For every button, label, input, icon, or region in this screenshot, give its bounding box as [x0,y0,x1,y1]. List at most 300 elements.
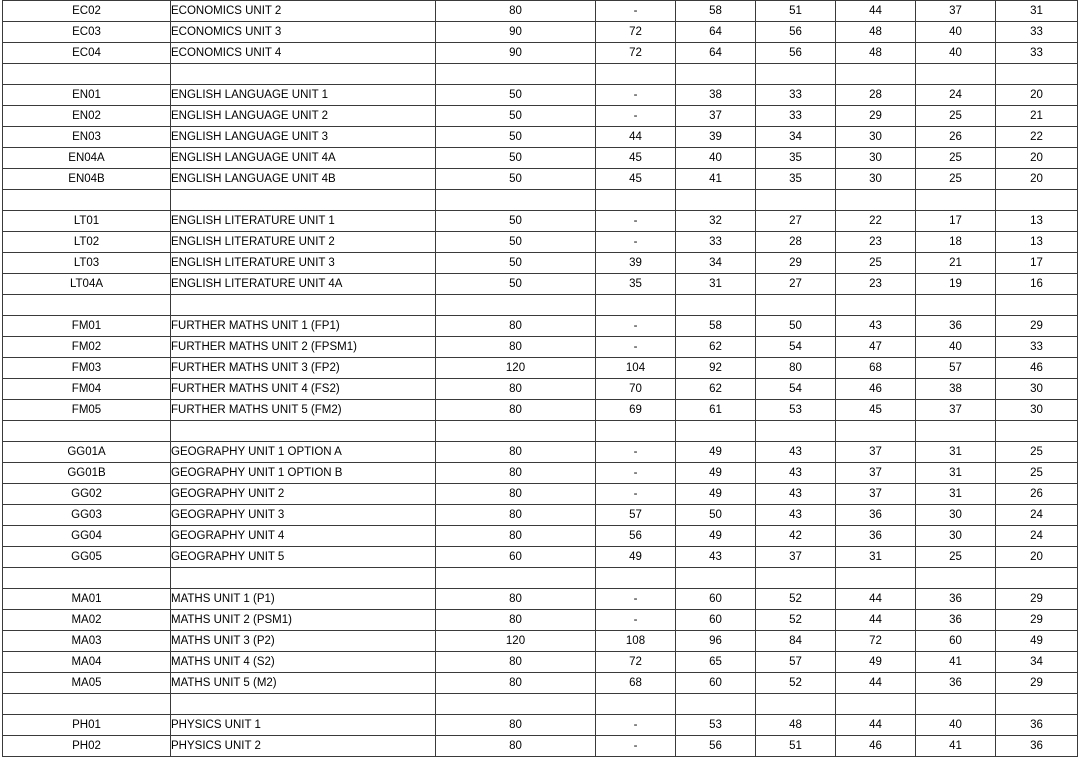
grade-boundary-cell-2: 34 [676,253,756,274]
grade-boundary-cell-5: 21 [916,253,996,274]
spacer-cell [836,421,916,442]
grade-boundary-cell-3: 84 [756,631,836,652]
unit-title-cell: ENGLISH LITERATURE UNIT 2 [171,232,436,253]
unit-code-cell: FM04 [3,379,171,400]
grade-boundary-cell-2: 32 [676,211,756,232]
unit-title-cell: MATHS UNIT 5 (M2) [171,673,436,694]
spacer-cell [171,295,436,316]
grade-boundary-cell-5: 18 [916,232,996,253]
table-row [3,211,1078,232]
grade-boundary-cell-1: 104 [596,358,676,379]
grade-boundary-cell-5: 17 [916,211,996,232]
spacer-cell [996,421,1078,442]
grade-boundary-cell-4: 23 [836,274,916,295]
grade-boundary-cell-1: - [596,610,676,631]
grade-boundary-cell-2: 41 [676,169,756,190]
grade-boundary-cell-2: 49 [676,484,756,505]
max-mark-cell: 80 [436,736,596,757]
grade-boundary-cell-6: 34 [996,652,1078,673]
grade-boundary-cell-4: 36 [836,505,916,526]
grade-boundary-cell-6: 36 [996,715,1078,736]
spacer-cell [836,64,916,85]
grade-boundary-cell-6: 36 [996,736,1078,757]
table-spacer-row [3,295,1078,316]
grade-boundary-cell-2: 56 [676,736,756,757]
grade-boundary-cell-5: 26 [916,127,996,148]
unit-title-cell: FURTHER MATHS UNIT 3 (FP2) [171,358,436,379]
unit-code-cell: LT03 [3,253,171,274]
unit-title-cell: PHYSICS UNIT 1 [171,715,436,736]
unit-code-cell: EC03 [3,22,171,43]
table-row [3,484,1078,505]
spacer-cell [676,64,756,85]
spacer-cell [3,295,171,316]
unit-code-cell: FM01 [3,316,171,337]
spacer-cell [916,64,996,85]
table-row [3,526,1078,547]
grade-boundary-cell-5: 37 [916,400,996,421]
unit-title-cell: PHYSICS UNIT 2 [171,736,436,757]
spacer-cell [436,64,596,85]
unit-title-cell: ENGLISH LANGUAGE UNIT 4B [171,169,436,190]
table-row [3,610,1078,631]
spacer-cell [3,568,171,589]
grade-boundary-cell-2: 33 [676,232,756,253]
grade-boundary-cell-5: 31 [916,484,996,505]
spacer-cell [676,421,756,442]
table-row [3,673,1078,694]
table-spacer-row [3,64,1078,85]
grade-boundary-cell-5: 25 [916,148,996,169]
unit-title-cell: ECONOMICS UNIT 2 [171,1,436,22]
grade-boundary-cell-6: 26 [996,484,1078,505]
grade-boundary-cell-5: 57 [916,358,996,379]
grade-boundary-cell-3: 27 [756,211,836,232]
max-mark-cell: 50 [436,211,596,232]
grade-boundary-cell-4: 44 [836,1,916,22]
grade-boundary-cell-6: 33 [996,43,1078,64]
grade-boundary-cell-5: 36 [916,673,996,694]
spacer-cell [436,190,596,211]
table-row [3,148,1078,169]
grade-boundary-cell-5: 40 [916,337,996,358]
grade-boundary-cell-3: 50 [756,316,836,337]
grade-boundary-cell-4: 22 [836,211,916,232]
spacer-cell [171,694,436,715]
grade-boundary-cell-4: 44 [836,673,916,694]
spacer-cell [436,568,596,589]
unit-code-cell: FM05 [3,400,171,421]
table-row [3,337,1078,358]
unit-title-cell: FURTHER MATHS UNIT 4 (FS2) [171,379,436,400]
grade-boundary-cell-2: 39 [676,127,756,148]
grade-boundary-cell-4: 46 [836,736,916,757]
grade-boundary-cell-6: 24 [996,505,1078,526]
grade-boundary-cell-3: 33 [756,106,836,127]
grade-boundary-cell-4: 28 [836,85,916,106]
max-mark-cell: 120 [436,631,596,652]
grade-boundary-cell-6: 25 [996,442,1078,463]
grade-boundary-cell-2: 60 [676,673,756,694]
spacer-cell [756,64,836,85]
grade-boundary-cell-6: 13 [996,211,1078,232]
spacer-cell [836,295,916,316]
table-row [3,736,1078,757]
max-mark-cell: 80 [436,610,596,631]
grade-boundary-cell-4: 48 [836,22,916,43]
table-row [3,358,1078,379]
spacer-cell [596,295,676,316]
max-mark-cell: 120 [436,358,596,379]
grade-boundary-cell-6: 20 [996,148,1078,169]
grade-boundary-cell-2: 60 [676,589,756,610]
grade-boundary-cell-3: 42 [756,526,836,547]
grade-boundary-cell-1: 39 [596,253,676,274]
unit-title-cell: ECONOMICS UNIT 4 [171,43,436,64]
spacer-cell [996,190,1078,211]
grade-boundary-cell-1: 68 [596,673,676,694]
grade-boundary-cell-1: 57 [596,505,676,526]
unit-code-cell: EC02 [3,1,171,22]
grade-boundary-cell-2: 62 [676,337,756,358]
grade-boundary-cell-6: 30 [996,379,1078,400]
unit-code-cell: EN03 [3,127,171,148]
spacer-cell [996,568,1078,589]
grade-boundary-cell-5: 25 [916,106,996,127]
max-mark-cell: 80 [436,400,596,421]
grade-boundary-cell-1: - [596,589,676,610]
grade-boundary-cell-4: 44 [836,610,916,631]
unit-code-cell: EN04A [3,148,171,169]
spacer-cell [3,190,171,211]
spacer-cell [171,64,436,85]
spacer-cell [836,694,916,715]
max-mark-cell: 80 [436,379,596,400]
unit-title-cell: MATHS UNIT 1 (P1) [171,589,436,610]
grade-boundary-cell-6: 29 [996,589,1078,610]
max-mark-cell: 80 [436,1,596,22]
grade-boundary-cell-3: 56 [756,22,836,43]
unit-title-cell: ENGLISH LANGUAGE UNIT 3 [171,127,436,148]
unit-title-cell: GEOGRAPHY UNIT 1 OPTION B [171,463,436,484]
grade-boundary-cell-1: - [596,715,676,736]
spacer-cell [3,64,171,85]
table-row [3,43,1078,64]
grade-boundary-cell-1: 70 [596,379,676,400]
table-row [3,106,1078,127]
spacer-cell [836,190,916,211]
grade-boundary-cell-2: 49 [676,463,756,484]
spacer-cell [596,190,676,211]
grade-boundary-cell-4: 37 [836,442,916,463]
max-mark-cell: 50 [436,148,596,169]
grade-boundary-cell-2: 40 [676,148,756,169]
max-mark-cell: 50 [436,169,596,190]
max-mark-cell: 60 [436,547,596,568]
table-row [3,442,1078,463]
spacer-cell [756,421,836,442]
grade-boundary-cell-6: 29 [996,673,1078,694]
max-mark-cell: 80 [436,715,596,736]
max-mark-cell: 50 [436,106,596,127]
unit-title-cell: GEOGRAPHY UNIT 5 [171,547,436,568]
max-mark-cell: 80 [436,316,596,337]
grade-boundary-cell-1: 49 [596,547,676,568]
unit-title-cell: MATHS UNIT 2 (PSM1) [171,610,436,631]
unit-title-cell: ENGLISH LITERATURE UNIT 1 [171,211,436,232]
grade-boundary-cell-3: 35 [756,148,836,169]
grade-boundary-cell-6: 49 [996,631,1078,652]
grade-boundary-cell-6: 30 [996,400,1078,421]
spacer-cell [916,421,996,442]
grade-boundary-cell-4: 31 [836,547,916,568]
grade-boundary-cell-6: 29 [996,316,1078,337]
max-mark-cell: 90 [436,43,596,64]
grade-boundary-cell-3: 35 [756,169,836,190]
table-row [3,505,1078,526]
table-row [3,379,1078,400]
grade-boundary-cell-3: 52 [756,673,836,694]
table-row [3,589,1078,610]
grade-boundary-cell-3: 52 [756,610,836,631]
grade-boundary-cell-5: 36 [916,316,996,337]
grade-boundary-cell-6: 33 [996,337,1078,358]
max-mark-cell: 50 [436,253,596,274]
grade-boundary-cell-5: 40 [916,22,996,43]
grade-boundary-cell-6: 20 [996,169,1078,190]
max-mark-cell: 80 [436,463,596,484]
unit-code-cell: MA02 [3,610,171,631]
grade-boundary-cell-5: 19 [916,274,996,295]
unit-title-cell: ENGLISH LANGUAGE UNIT 2 [171,106,436,127]
unit-title-cell: ENGLISH LANGUAGE UNIT 4A [171,148,436,169]
grade-boundary-cell-5: 40 [916,43,996,64]
grade-boundary-cell-2: 92 [676,358,756,379]
max-mark-cell: 80 [436,505,596,526]
grade-boundary-cell-1: 72 [596,652,676,673]
spacer-cell [676,190,756,211]
grade-boundary-cell-1: - [596,337,676,358]
grade-boundary-cell-3: 33 [756,85,836,106]
grade-boundary-cell-6: 16 [996,274,1078,295]
grade-boundary-cell-4: 44 [836,715,916,736]
unit-code-cell: EC04 [3,43,171,64]
table-row [3,547,1078,568]
unit-code-cell: GG02 [3,484,171,505]
grade-boundary-cell-3: 51 [756,736,836,757]
grade-boundary-cell-6: 25 [996,463,1078,484]
grade-boundary-cell-1: 44 [596,127,676,148]
grade-boundary-cell-1: 45 [596,169,676,190]
grade-boundary-cell-2: 62 [676,379,756,400]
spacer-cell [436,295,596,316]
grade-boundary-cell-1: - [596,211,676,232]
grade-table-body [3,1,1078,757]
table-row [3,232,1078,253]
grade-boundary-cell-1: - [596,484,676,505]
unit-code-cell: GG03 [3,505,171,526]
unit-code-cell: FM02 [3,337,171,358]
grade-boundary-cell-4: 44 [836,589,916,610]
spacer-cell [996,64,1078,85]
max-mark-cell: 80 [436,484,596,505]
grade-boundary-cell-2: 38 [676,85,756,106]
table-row [3,253,1078,274]
spacer-cell [596,568,676,589]
unit-code-cell: MA05 [3,673,171,694]
unit-code-cell: FM03 [3,358,171,379]
grade-boundary-cell-4: 49 [836,652,916,673]
unit-title-cell: GEOGRAPHY UNIT 2 [171,484,436,505]
max-mark-cell: 50 [436,274,596,295]
spacer-cell [756,295,836,316]
max-mark-cell: 90 [436,22,596,43]
grade-boundary-cell-2: 37 [676,106,756,127]
grade-boundary-cell-4: 68 [836,358,916,379]
grade-boundary-cell-3: 56 [756,43,836,64]
table-row [3,274,1078,295]
grade-boundary-cell-1: 35 [596,274,676,295]
unit-code-cell: MA04 [3,652,171,673]
table-spacer-row [3,568,1078,589]
max-mark-cell: 50 [436,127,596,148]
grade-boundary-cell-5: 30 [916,505,996,526]
table-row [3,652,1078,673]
unit-title-cell: FURTHER MATHS UNIT 5 (FM2) [171,400,436,421]
unit-title-cell: GEOGRAPHY UNIT 3 [171,505,436,526]
grade-boundary-cell-1: 72 [596,22,676,43]
unit-code-cell: GG04 [3,526,171,547]
unit-code-cell: MA01 [3,589,171,610]
grade-boundary-cell-4: 25 [836,253,916,274]
grade-boundary-cell-5: 41 [916,736,996,757]
spacer-cell [3,694,171,715]
grade-boundary-cell-2: 96 [676,631,756,652]
spacer-cell [916,295,996,316]
grade-boundary-cell-5: 25 [916,547,996,568]
grade-boundary-cell-6: 24 [996,526,1078,547]
unit-title-cell: GEOGRAPHY UNIT 1 OPTION A [171,442,436,463]
table-row [3,715,1078,736]
table-row [3,169,1078,190]
grade-boundary-cell-4: 30 [836,127,916,148]
grade-boundary-cell-6: 31 [996,1,1078,22]
spacer-cell [996,694,1078,715]
grade-boundary-cell-6: 22 [996,127,1078,148]
spacer-cell [436,694,596,715]
grade-boundary-cell-6: 29 [996,610,1078,631]
spacer-cell [3,421,171,442]
grade-boundary-cell-1: 56 [596,526,676,547]
grade-boundary-cell-5: 24 [916,85,996,106]
unit-code-cell: EN04B [3,169,171,190]
grade-boundary-cell-1: 72 [596,43,676,64]
spacer-cell [436,421,596,442]
grade-boundary-cell-2: 58 [676,316,756,337]
spacer-cell [916,190,996,211]
grade-boundary-cell-3: 54 [756,379,836,400]
grade-boundary-cell-3: 37 [756,547,836,568]
grade-boundary-cell-2: 49 [676,526,756,547]
unit-title-cell: MATHS UNIT 3 (P2) [171,631,436,652]
unit-title-cell: MATHS UNIT 4 (S2) [171,652,436,673]
unit-code-cell: LT04A [3,274,171,295]
table-row [3,85,1078,106]
grade-boundary-cell-5: 38 [916,379,996,400]
grade-boundary-cell-5: 30 [916,526,996,547]
max-mark-cell: 80 [436,337,596,358]
max-mark-cell: 80 [436,673,596,694]
table-row [3,400,1078,421]
grade-boundary-cell-2: 60 [676,610,756,631]
grade-boundary-cell-4: 47 [836,337,916,358]
table-row [3,127,1078,148]
spacer-cell [596,64,676,85]
grade-boundary-cell-2: 43 [676,547,756,568]
unit-title-cell: FURTHER MATHS UNIT 1 (FP1) [171,316,436,337]
grade-boundary-cell-3: 57 [756,652,836,673]
grade-boundary-cell-2: 31 [676,274,756,295]
spacer-cell [756,694,836,715]
table-row [3,631,1078,652]
grade-boundary-cell-5: 36 [916,610,996,631]
unit-code-cell: EN02 [3,106,171,127]
max-mark-cell: 80 [436,526,596,547]
grade-boundary-cell-1: 45 [596,148,676,169]
spacer-cell [171,190,436,211]
max-mark-cell: 80 [436,589,596,610]
spacer-cell [676,568,756,589]
grade-boundary-cell-5: 25 [916,169,996,190]
grade-boundary-cell-6: 21 [996,106,1078,127]
grade-boundary-cell-5: 36 [916,589,996,610]
grade-boundary-cell-4: 23 [836,232,916,253]
spacer-cell [171,421,436,442]
grade-boundary-cell-4: 30 [836,169,916,190]
grade-boundary-cell-4: 48 [836,43,916,64]
grade-boundary-cell-5: 37 [916,1,996,22]
table-spacer-row [3,694,1078,715]
unit-code-cell: GG05 [3,547,171,568]
grade-boundary-cell-3: 54 [756,337,836,358]
grade-boundary-cell-3: 34 [756,127,836,148]
grade-boundary-cell-4: 37 [836,484,916,505]
table-row [3,316,1078,337]
table-row [3,22,1078,43]
grade-boundary-cell-2: 64 [676,22,756,43]
grade-boundary-cell-5: 40 [916,715,996,736]
grade-boundary-cell-1: - [596,316,676,337]
grade-boundary-cell-1: - [596,463,676,484]
grade-boundary-cell-3: 28 [756,232,836,253]
grade-boundary-table [2,0,1078,757]
unit-code-cell: PH02 [3,736,171,757]
grade-boundary-cell-1: - [596,442,676,463]
grade-boundary-cell-6: 20 [996,547,1078,568]
unit-title-cell: FURTHER MATHS UNIT 2 (FPSM1) [171,337,436,358]
grade-boundary-cell-3: 43 [756,505,836,526]
grade-boundary-cell-6: 13 [996,232,1078,253]
grade-boundary-cell-1: - [596,736,676,757]
unit-code-cell: MA03 [3,631,171,652]
grade-boundary-cell-3: 52 [756,589,836,610]
grade-boundary-cell-3: 80 [756,358,836,379]
grade-boundary-cell-3: 51 [756,1,836,22]
unit-title-cell: GEOGRAPHY UNIT 4 [171,526,436,547]
grade-boundary-cell-6: 17 [996,253,1078,274]
grade-boundary-cell-1: - [596,232,676,253]
spacer-cell [916,694,996,715]
